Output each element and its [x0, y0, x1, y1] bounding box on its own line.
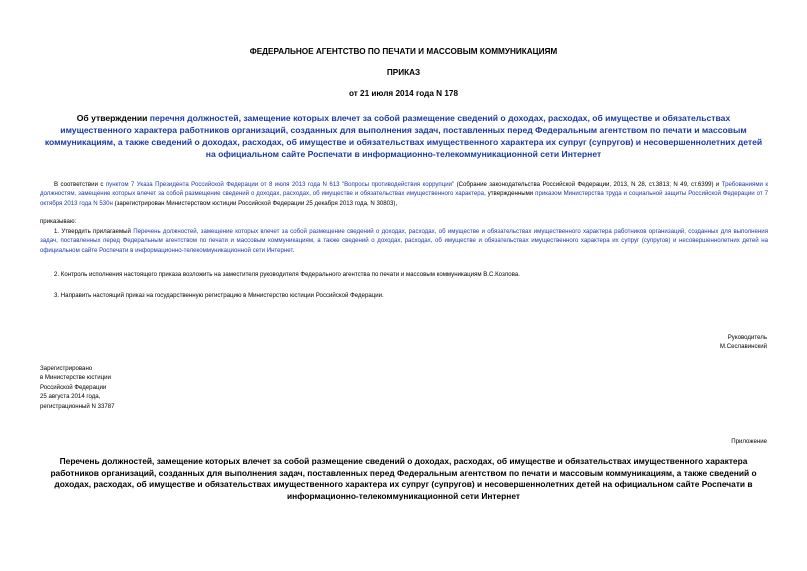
basis-text-1: В соответствии с — [54, 181, 106, 188]
item-1-prefix: 1. Утвердить прилагаемый — [54, 228, 134, 235]
registration-line: Зарегистрировано — [40, 365, 93, 372]
basis-text-2: (Собрание законодательства Российской Федерации, 2013, N 28, ст.3813; N 49, ст.6399) и — [454, 181, 722, 188]
registration-line: Российской Федерации — [40, 383, 107, 391]
requirements-link[interactable]: Требованиями к должностям, замещение которых влечет за собой размещение сведений о доходах, расходах, об имуществе и обязательствах имущественного характера — [40, 181, 768, 198]
registration-block — [40, 364, 115, 411]
decree-link[interactable]: пунктом 7 Указа Президента Российской Федерации от 8 июля 2013 года N 613 "Вопросы противодействия коррупции" — [105, 181, 455, 188]
signer-name: М.Сеславинский — [719, 343, 767, 351]
list-link[interactable]: Перечень должностей, замещение которых влечет за собой размещение сведений о доходах, расходах, об имуществе и обязательствах имущественного характера работников организаций, созданных для выполнения задач, поставленных перед Федеральным агентством по печати и массовым коммуникациям, а также сведений о доходах, расходах, об имуществе и обязательствах имущественного характера их супруг (супругов) и несовершеннолетних детей на официальном сайте Роспечати в информационно-телекоммуникационной сети Интернет — [40, 228, 768, 254]
item-3: 3. Направить настоящий приказ на государственную регистрацию в Министерство юстиции Российской Федерации. — [54, 292, 384, 299]
registration-line: регистрационный N 33787 — [40, 402, 115, 410]
agency-name: ФЕДЕРАЛЬНОЕ АГЕНТСТВО ПО ПЕЧАТИ И МАССОВЫМ КОММУНИКАЦИЯМ — [249, 47, 558, 56]
item-1 — [40, 227, 768, 255]
signer-position: Руководитель — [727, 334, 767, 341]
registration-line: в Министерстве юстиции — [40, 374, 111, 382]
basis-paragraph — [40, 180, 768, 208]
annex-label: Приложение — [731, 438, 767, 445]
ministry-order-link[interactable]: приказом Министерства труда и социальной защиты Российской Федерации от 7 октября 2013 года N 530н — [40, 190, 768, 207]
order-title — [40, 112, 767, 160]
registration-line: 25 августа 2014 года, — [40, 393, 101, 401]
item-2: 2. Контроль исполнения настоящего приказа возложить на заместителя руководителя Федерального агентства по печати и массовым коммуникациям В.С.Козлова. — [54, 271, 520, 278]
order-word: приказываю: — [40, 218, 77, 225]
basis-text-4: (зарегистрирован Министерством юстиции Российской Федерации 25 декабря 2013 года, N 30803), — [112, 199, 398, 207]
annex-title: Перечень должностей, замещение которых влечет за собой размещение сведений о доходах, расходах, об имуществе и обязательствах имущественного характера работников организаций, созданных для выполнения задач, поставленных перед Федеральным агентством по печати и массовым коммуникациям, а также сведений о доходах, расходах, об имуществе и обязательствах имущественного характера их супруг (супругов) и несовершеннолетних детей на официальном сайте Роспечати в информационно-телекоммуникационной сети Интернет — [50, 456, 757, 501]
document-date-number: от 21 июля 2014 года N 178 — [348, 89, 459, 98]
document-type: ПРИКАЗ — [386, 68, 421, 77]
signature-block — [720, 333, 767, 352]
item-1-suffix: . — [292, 246, 295, 254]
title-link[interactable]: перечня должностей, замещение которых влечет за собой размещение сведений о доходах, расходах, об имуществе и обязательствах имущественного характера работников организаций, созданных для выполнения задач, поставленных перед Федеральным агентством по печати и массовым коммуникациям, а также сведений о доходах, расходах, об имуществе и обязательствах имущественного характера их супруг (супругов) и несовершеннолетних детей на официальном сайте Роспечати в информационно-телекоммуникационной сети Интернет — [44, 113, 763, 159]
title-prefix: Об утверждении — [76, 113, 150, 123]
basis-text-3: , утвержденными — [484, 190, 536, 198]
